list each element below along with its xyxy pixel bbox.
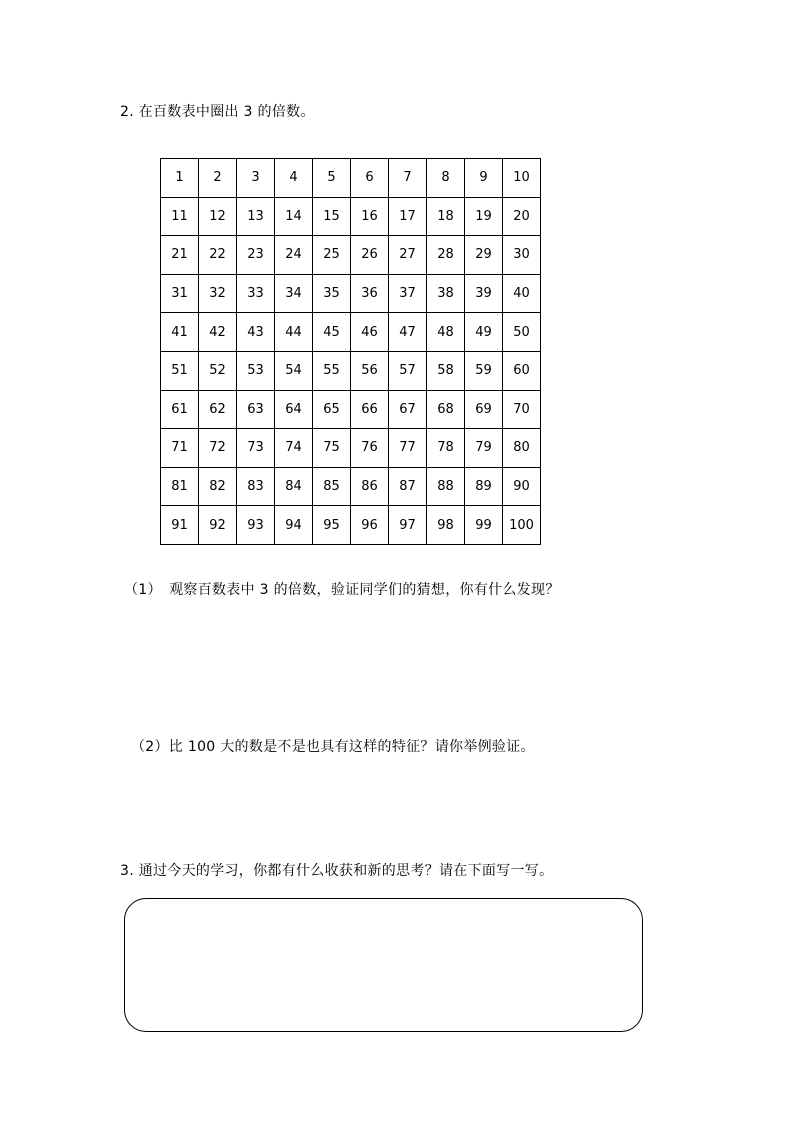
number-cell[interactable]: 74 bbox=[275, 429, 313, 468]
number-cell[interactable]: 98 bbox=[427, 506, 465, 545]
number-cell[interactable]: 31 bbox=[161, 274, 199, 313]
number-cell[interactable]: 62 bbox=[199, 390, 237, 429]
number-cell[interactable]: 96 bbox=[351, 506, 389, 545]
number-cell[interactable]: 100 bbox=[503, 506, 541, 545]
number-cell[interactable]: 56 bbox=[351, 351, 389, 390]
number-cell[interactable]: 3 bbox=[237, 159, 275, 198]
number-cell[interactable]: 89 bbox=[465, 467, 503, 506]
number-cell[interactable]: 17 bbox=[389, 197, 427, 236]
table-row bbox=[161, 274, 541, 313]
number-cell[interactable]: 52 bbox=[199, 351, 237, 390]
number-cell[interactable]: 36 bbox=[351, 274, 389, 313]
number-cell[interactable]: 6 bbox=[351, 159, 389, 198]
number-cell[interactable]: 73 bbox=[237, 429, 275, 468]
number-cell[interactable]: 63 bbox=[237, 390, 275, 429]
table-row bbox=[161, 351, 541, 390]
number-cell[interactable]: 75 bbox=[313, 429, 351, 468]
number-cell[interactable]: 60 bbox=[503, 351, 541, 390]
number-cell[interactable]: 16 bbox=[351, 197, 389, 236]
number-cell[interactable]: 37 bbox=[389, 274, 427, 313]
number-cell[interactable]: 7 bbox=[389, 159, 427, 198]
number-cell[interactable]: 54 bbox=[275, 351, 313, 390]
number-cell[interactable]: 42 bbox=[199, 313, 237, 352]
number-cell[interactable]: 1 bbox=[161, 159, 199, 198]
number-cell[interactable]: 4 bbox=[275, 159, 313, 198]
number-cell[interactable]: 58 bbox=[427, 351, 465, 390]
number-cell[interactable]: 97 bbox=[389, 506, 427, 545]
number-cell[interactable]: 30 bbox=[503, 236, 541, 275]
number-cell[interactable]: 22 bbox=[199, 236, 237, 275]
number-cell[interactable]: 99 bbox=[465, 506, 503, 545]
number-cell[interactable]: 70 bbox=[503, 390, 541, 429]
number-cell[interactable]: 24 bbox=[275, 236, 313, 275]
question-2-part-1: （1） 观察百数表中 3 的倍数，验证同学们的猜想，你有什么发现？ bbox=[124, 582, 560, 598]
number-cell[interactable]: 49 bbox=[465, 313, 503, 352]
number-cell[interactable]: 85 bbox=[313, 467, 351, 506]
number-cell[interactable]: 46 bbox=[351, 313, 389, 352]
table-row bbox=[161, 159, 541, 198]
number-cell[interactable]: 81 bbox=[161, 467, 199, 506]
table-row bbox=[161, 197, 541, 236]
number-cell[interactable]: 51 bbox=[161, 351, 199, 390]
table-row bbox=[161, 313, 541, 352]
number-cell[interactable]: 50 bbox=[503, 313, 541, 352]
number-cell[interactable]: 25 bbox=[313, 236, 351, 275]
number-cell[interactable]: 68 bbox=[427, 390, 465, 429]
number-cell[interactable]: 26 bbox=[351, 236, 389, 275]
number-cell[interactable]: 13 bbox=[237, 197, 275, 236]
number-cell[interactable]: 29 bbox=[465, 236, 503, 275]
number-cell[interactable]: 57 bbox=[389, 351, 427, 390]
number-cell[interactable]: 61 bbox=[161, 390, 199, 429]
answer-writing-box[interactable] bbox=[124, 898, 643, 1032]
number-cell[interactable]: 20 bbox=[503, 197, 541, 236]
number-cell[interactable]: 76 bbox=[351, 429, 389, 468]
number-cell[interactable]: 45 bbox=[313, 313, 351, 352]
number-cell[interactable]: 40 bbox=[503, 274, 541, 313]
number-cell[interactable]: 32 bbox=[199, 274, 237, 313]
number-cell[interactable]: 15 bbox=[313, 197, 351, 236]
question-2-title: 2. 在百数表中圈出 3 的倍数。 bbox=[120, 104, 315, 120]
number-cell[interactable]: 2 bbox=[199, 159, 237, 198]
number-cell[interactable]: 92 bbox=[199, 506, 237, 545]
number-cell[interactable]: 19 bbox=[465, 197, 503, 236]
number-cell[interactable]: 27 bbox=[389, 236, 427, 275]
number-cell[interactable]: 77 bbox=[389, 429, 427, 468]
number-cell[interactable]: 93 bbox=[237, 506, 275, 545]
question-2-part-2: （2）比 100 大的数是不是也具有这样的特征？请你举例验证。 bbox=[131, 739, 535, 755]
number-cell[interactable]: 82 bbox=[199, 467, 237, 506]
number-cell[interactable]: 95 bbox=[313, 506, 351, 545]
number-cell[interactable]: 44 bbox=[275, 313, 313, 352]
table-row bbox=[161, 236, 541, 275]
number-cell[interactable]: 39 bbox=[465, 274, 503, 313]
number-cell[interactable]: 10 bbox=[503, 159, 541, 198]
hundred-table-body bbox=[161, 159, 541, 545]
number-cell[interactable]: 83 bbox=[237, 467, 275, 506]
number-cell[interactable]: 9 bbox=[465, 159, 503, 198]
table-row bbox=[161, 390, 541, 429]
table-row bbox=[161, 467, 541, 506]
number-cell[interactable]: 80 bbox=[503, 429, 541, 468]
number-cell[interactable]: 33 bbox=[237, 274, 275, 313]
number-cell[interactable]: 41 bbox=[161, 313, 199, 352]
number-cell[interactable]: 69 bbox=[465, 390, 503, 429]
number-cell[interactable]: 38 bbox=[427, 274, 465, 313]
number-cell[interactable]: 88 bbox=[427, 467, 465, 506]
number-cell[interactable]: 90 bbox=[503, 467, 541, 506]
number-cell[interactable]: 64 bbox=[275, 390, 313, 429]
number-cell[interactable]: 5 bbox=[313, 159, 351, 198]
number-cell[interactable]: 59 bbox=[465, 351, 503, 390]
number-cell[interactable]: 72 bbox=[199, 429, 237, 468]
number-cell[interactable]: 8 bbox=[427, 159, 465, 198]
question-3-title: 3. 通过今天的学习，你都有什么收获和新的思考？请在下面写一写。 bbox=[120, 863, 554, 879]
number-cell[interactable]: 86 bbox=[351, 467, 389, 506]
number-cell[interactable]: 78 bbox=[427, 429, 465, 468]
number-cell[interactable]: 35 bbox=[313, 274, 351, 313]
number-cell[interactable]: 65 bbox=[313, 390, 351, 429]
number-cell[interactable]: 67 bbox=[389, 390, 427, 429]
number-cell[interactable]: 94 bbox=[275, 506, 313, 545]
number-cell[interactable]: 79 bbox=[465, 429, 503, 468]
number-cell[interactable]: 34 bbox=[275, 274, 313, 313]
number-cell[interactable]: 55 bbox=[313, 351, 351, 390]
number-cell[interactable]: 18 bbox=[427, 197, 465, 236]
number-cell[interactable]: 47 bbox=[389, 313, 427, 352]
number-cell[interactable]: 84 bbox=[275, 467, 313, 506]
hundred-table bbox=[160, 158, 541, 545]
number-cell[interactable]: 53 bbox=[237, 351, 275, 390]
table-row bbox=[161, 429, 541, 468]
number-cell[interactable]: 91 bbox=[161, 506, 199, 545]
number-cell[interactable]: 66 bbox=[351, 390, 389, 429]
number-cell[interactable]: 87 bbox=[389, 467, 427, 506]
number-cell[interactable]: 11 bbox=[161, 197, 199, 236]
number-cell[interactable]: 12 bbox=[199, 197, 237, 236]
number-cell[interactable]: 71 bbox=[161, 429, 199, 468]
table-row bbox=[161, 506, 541, 545]
number-cell[interactable]: 14 bbox=[275, 197, 313, 236]
number-cell[interactable]: 21 bbox=[161, 236, 199, 275]
number-cell[interactable]: 28 bbox=[427, 236, 465, 275]
number-cell[interactable]: 48 bbox=[427, 313, 465, 352]
number-cell[interactable]: 23 bbox=[237, 236, 275, 275]
number-cell[interactable]: 43 bbox=[237, 313, 275, 352]
